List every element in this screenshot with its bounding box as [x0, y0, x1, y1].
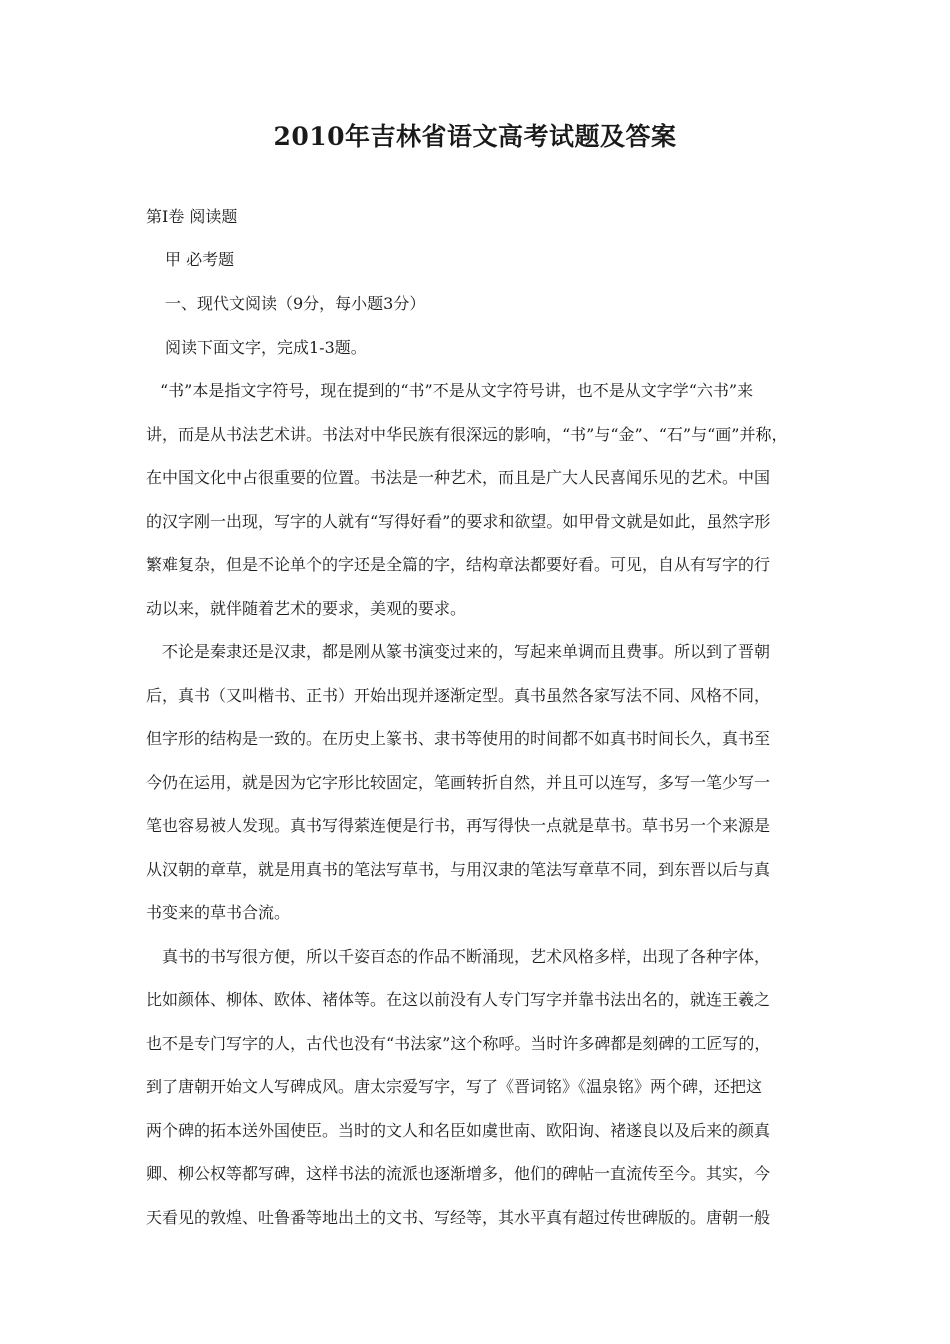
paragraph-line: 今仍在运用，就是因为它字形比较固定，笔画转折自然，并且可以连写，多写一笔少写一	[146, 772, 771, 792]
reading-instruction: 阅读下面文字，完成1-3题。	[165, 338, 367, 357]
paragraph-line: 在中国文化中占很重要的位置。书法是一种艺术，而且是广大人民喜闻乐见的艺术。中国	[146, 468, 771, 487]
paragraph-1	[146, 369, 802, 630]
paragraph-line: 讲，而是从书法艺术讲。书法对中华民族有很深远的影响，“书”与“金”、“石”与“画”并称，	[146, 424, 788, 444]
section-label: 第Ⅰ卷 阅读题	[146, 207, 238, 226]
paragraph-line: 真书的书写很方便，所以千姿百态的作品不断涌现，艺术风格多样，出现了各种字体，	[162, 946, 771, 966]
paragraph-line: 繁难复杂，但是不论单个的字还是全篇的字，结构章法都要好看。可见，自从有写字的行	[146, 555, 771, 574]
paragraph-3	[146, 935, 802, 1240]
paragraph-line: 笔也容易被人发现。真书写得萦连便是行书，再写得快一点就是草书。草书另一个来源是	[146, 816, 771, 835]
paragraph-line: 两个碑的拓本送外国使臣。当时的文人和名臣如虞世南、欧阳询、褚遂良以及后来的颜真	[146, 1120, 771, 1140]
paragraph-line: 到了唐朝开始文人写碑成风。唐太宗爱写字，写了《晋词铭》《温泉铭》两个碑，还把这	[146, 1077, 763, 1096]
reading-passage	[146, 369, 802, 1239]
paragraph-line: “书”本是指文字符号，现在提到的“书”不是从文字符号讲，也不是从文字学“六书”来	[160, 381, 754, 400]
subsection-label: 甲 必考题	[165, 250, 235, 269]
paragraph-line: 比如颜体、柳体、欧体、褚体等。在这以前没有人专门写字并靠书法出名的，就连王羲之	[146, 990, 771, 1009]
paragraph-line: 卿、柳公权等都写碑，这样书法的流派也逐渐增多，他们的碑帖一直流传至今。其实，今	[146, 1164, 771, 1183]
document-title: 2010年吉林省语文高考试题及答案	[273, 122, 677, 151]
paragraph-line: 动以来，就伴随着艺术的要求，美观的要求。	[146, 598, 467, 618]
paragraph-line: 书变来的草书合流。	[146, 903, 291, 922]
paragraph-line: 从汉朝的章草，就是用真书的笔法写草书，与用汉隶的笔法写章草不同，到东晋以后与真	[146, 859, 771, 879]
paragraph-line: 的汉字刚一出现，写字的人就有“写得好看”的要求和欲望。如甲骨文就是如此，虽然字形	[146, 511, 771, 531]
paragraph-line: 不论是秦隶还是汉隶，都是刚从篆书演变过来的，写起来单调而且费事。所以到了晋朝	[162, 642, 771, 661]
paragraph-line: 但字形的结构是一致的。在历史上篆书、隶书等使用的时间都不如真书时间长久，真书至	[146, 729, 771, 748]
paragraph-line: 也不是专门写字的人，古代也没有“书法家”这个称呼。当时许多碑都是刻碑的工匠写的，	[146, 1033, 771, 1053]
paragraph-line: 天看见的敦煌、吐鲁番等地出土的文书、写经等，其水平真有超过传世碑版的。唐朝一般	[146, 1207, 771, 1227]
paragraph-2	[146, 630, 802, 935]
paragraph-line: 后，真书（又叫楷书、正书）开始出现并逐渐定型。真书虽然各家写法不同、风格不同，	[146, 685, 771, 705]
question-group-heading: 一、现代文阅读（9分，每小题3分）	[165, 294, 426, 313]
